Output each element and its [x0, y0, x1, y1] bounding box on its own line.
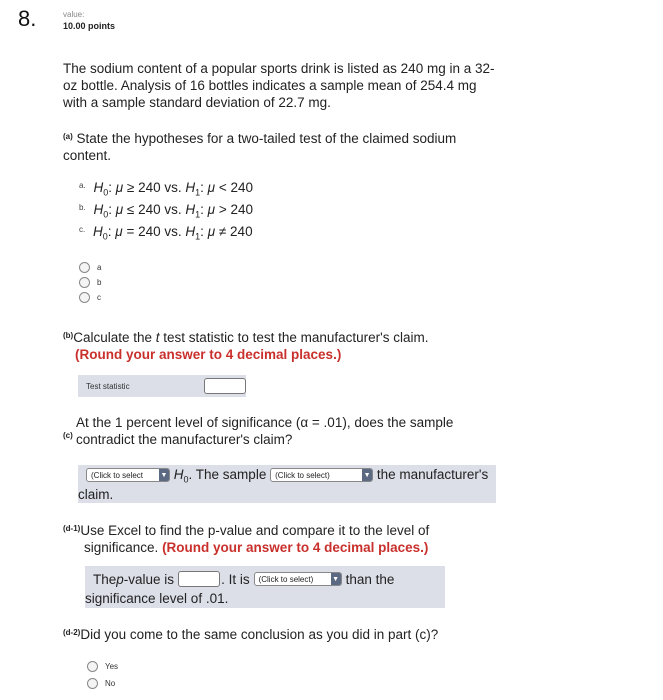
reject-select[interactable]: (Click to select ▼	[86, 468, 170, 482]
radio-yes[interactable]: Yes	[87, 661, 118, 672]
problem-statement: The sodium content of a popular sports drink is listed as 240 mg in a 32-oz bottle. Analysis of 16 bottles indicates a sample mean of 254.4 mg with a sample standard deviation of 22.7 mg.	[63, 61, 495, 110]
p-value-input[interactable]	[178, 571, 220, 587]
radio-option-b[interactable]: b	[79, 277, 101, 288]
radio-button[interactable]	[79, 277, 90, 288]
radio-no[interactable]: No	[87, 678, 115, 689]
round-note: (Round your answer to 4 decimal places.)	[75, 347, 342, 362]
radio-option-c[interactable]: c	[79, 292, 101, 303]
comparison-select[interactable]: (Click to select) ▼	[254, 572, 342, 586]
part-c-prompt: (c) At the 1 percent level of significance (α = .01), does the sample contradict the manufacturer's claim?	[63, 415, 454, 447]
dropdown-arrow-icon: ▼	[331, 573, 341, 585]
part-b-prompt: $^{(b)}$Calculate the t test statistic to test the manufacturer's claim. (Round your answer to 4 decimal places.)	[63, 330, 429, 362]
dropdown-arrow-icon: ▼	[362, 469, 372, 481]
hypothesis-option-b: $^{b.}$ $H_0$: μ ≤ 240 vs. $H_1$: μ > 240	[79, 202, 254, 220]
sample-select[interactable]: (Click to select) ▼	[270, 468, 373, 482]
hypothesis-option-c: $^{c.}$ $H_0$: μ = 240 vs. $H_1$: μ ≠ 240	[79, 224, 253, 242]
part-d1-prompt: $^{(d-1)}$Use Excel to find the p-value and compare it to the level of significance. (Round your answer to 4 decimal places.)	[63, 523, 430, 555]
question-number: 8.	[18, 6, 37, 31]
part-d2-prompt: $^{(d-2)}$Did you come to the same conclusion as you did in part (c)?	[63, 627, 439, 642]
round-note: (Round your answer to 4 decimal places.)	[162, 540, 429, 555]
test-statistic-input[interactable]	[204, 378, 246, 394]
part-d1-answer-box: The p -value is . It is (Click to select) ▼ than the significance level of .01.	[85, 566, 445, 608]
part-c-answer-box: (Click to select ▼ $H_0$. The sample (Click to select) ▼ the manufacturer's claim.	[78, 465, 496, 503]
radio-button[interactable]	[87, 678, 98, 689]
radio-button[interactable]	[79, 292, 90, 303]
test-statistic-row	[78, 375, 246, 397]
radio-button[interactable]	[79, 262, 90, 273]
dropdown-arrow-icon: ▼	[159, 469, 169, 481]
points-label: 10.00 points	[63, 21, 116, 31]
radio-option-a[interactable]: a	[79, 262, 101, 273]
radio-button[interactable]	[87, 661, 98, 672]
part-a-label: (a)	[63, 132, 73, 141]
part-a-text: State the hypotheses for a two-tailed test of the claimed sodium content.	[63, 131, 457, 163]
test-statistic-label: Test statistic	[86, 381, 130, 391]
value-label: value:	[63, 10, 85, 19]
hypothesis-option-a: $^{a.}$ $H_0$: μ ≥ 240 vs. $H_1$: μ < 240	[79, 180, 254, 198]
part-a-prompt	[63, 128, 493, 164]
